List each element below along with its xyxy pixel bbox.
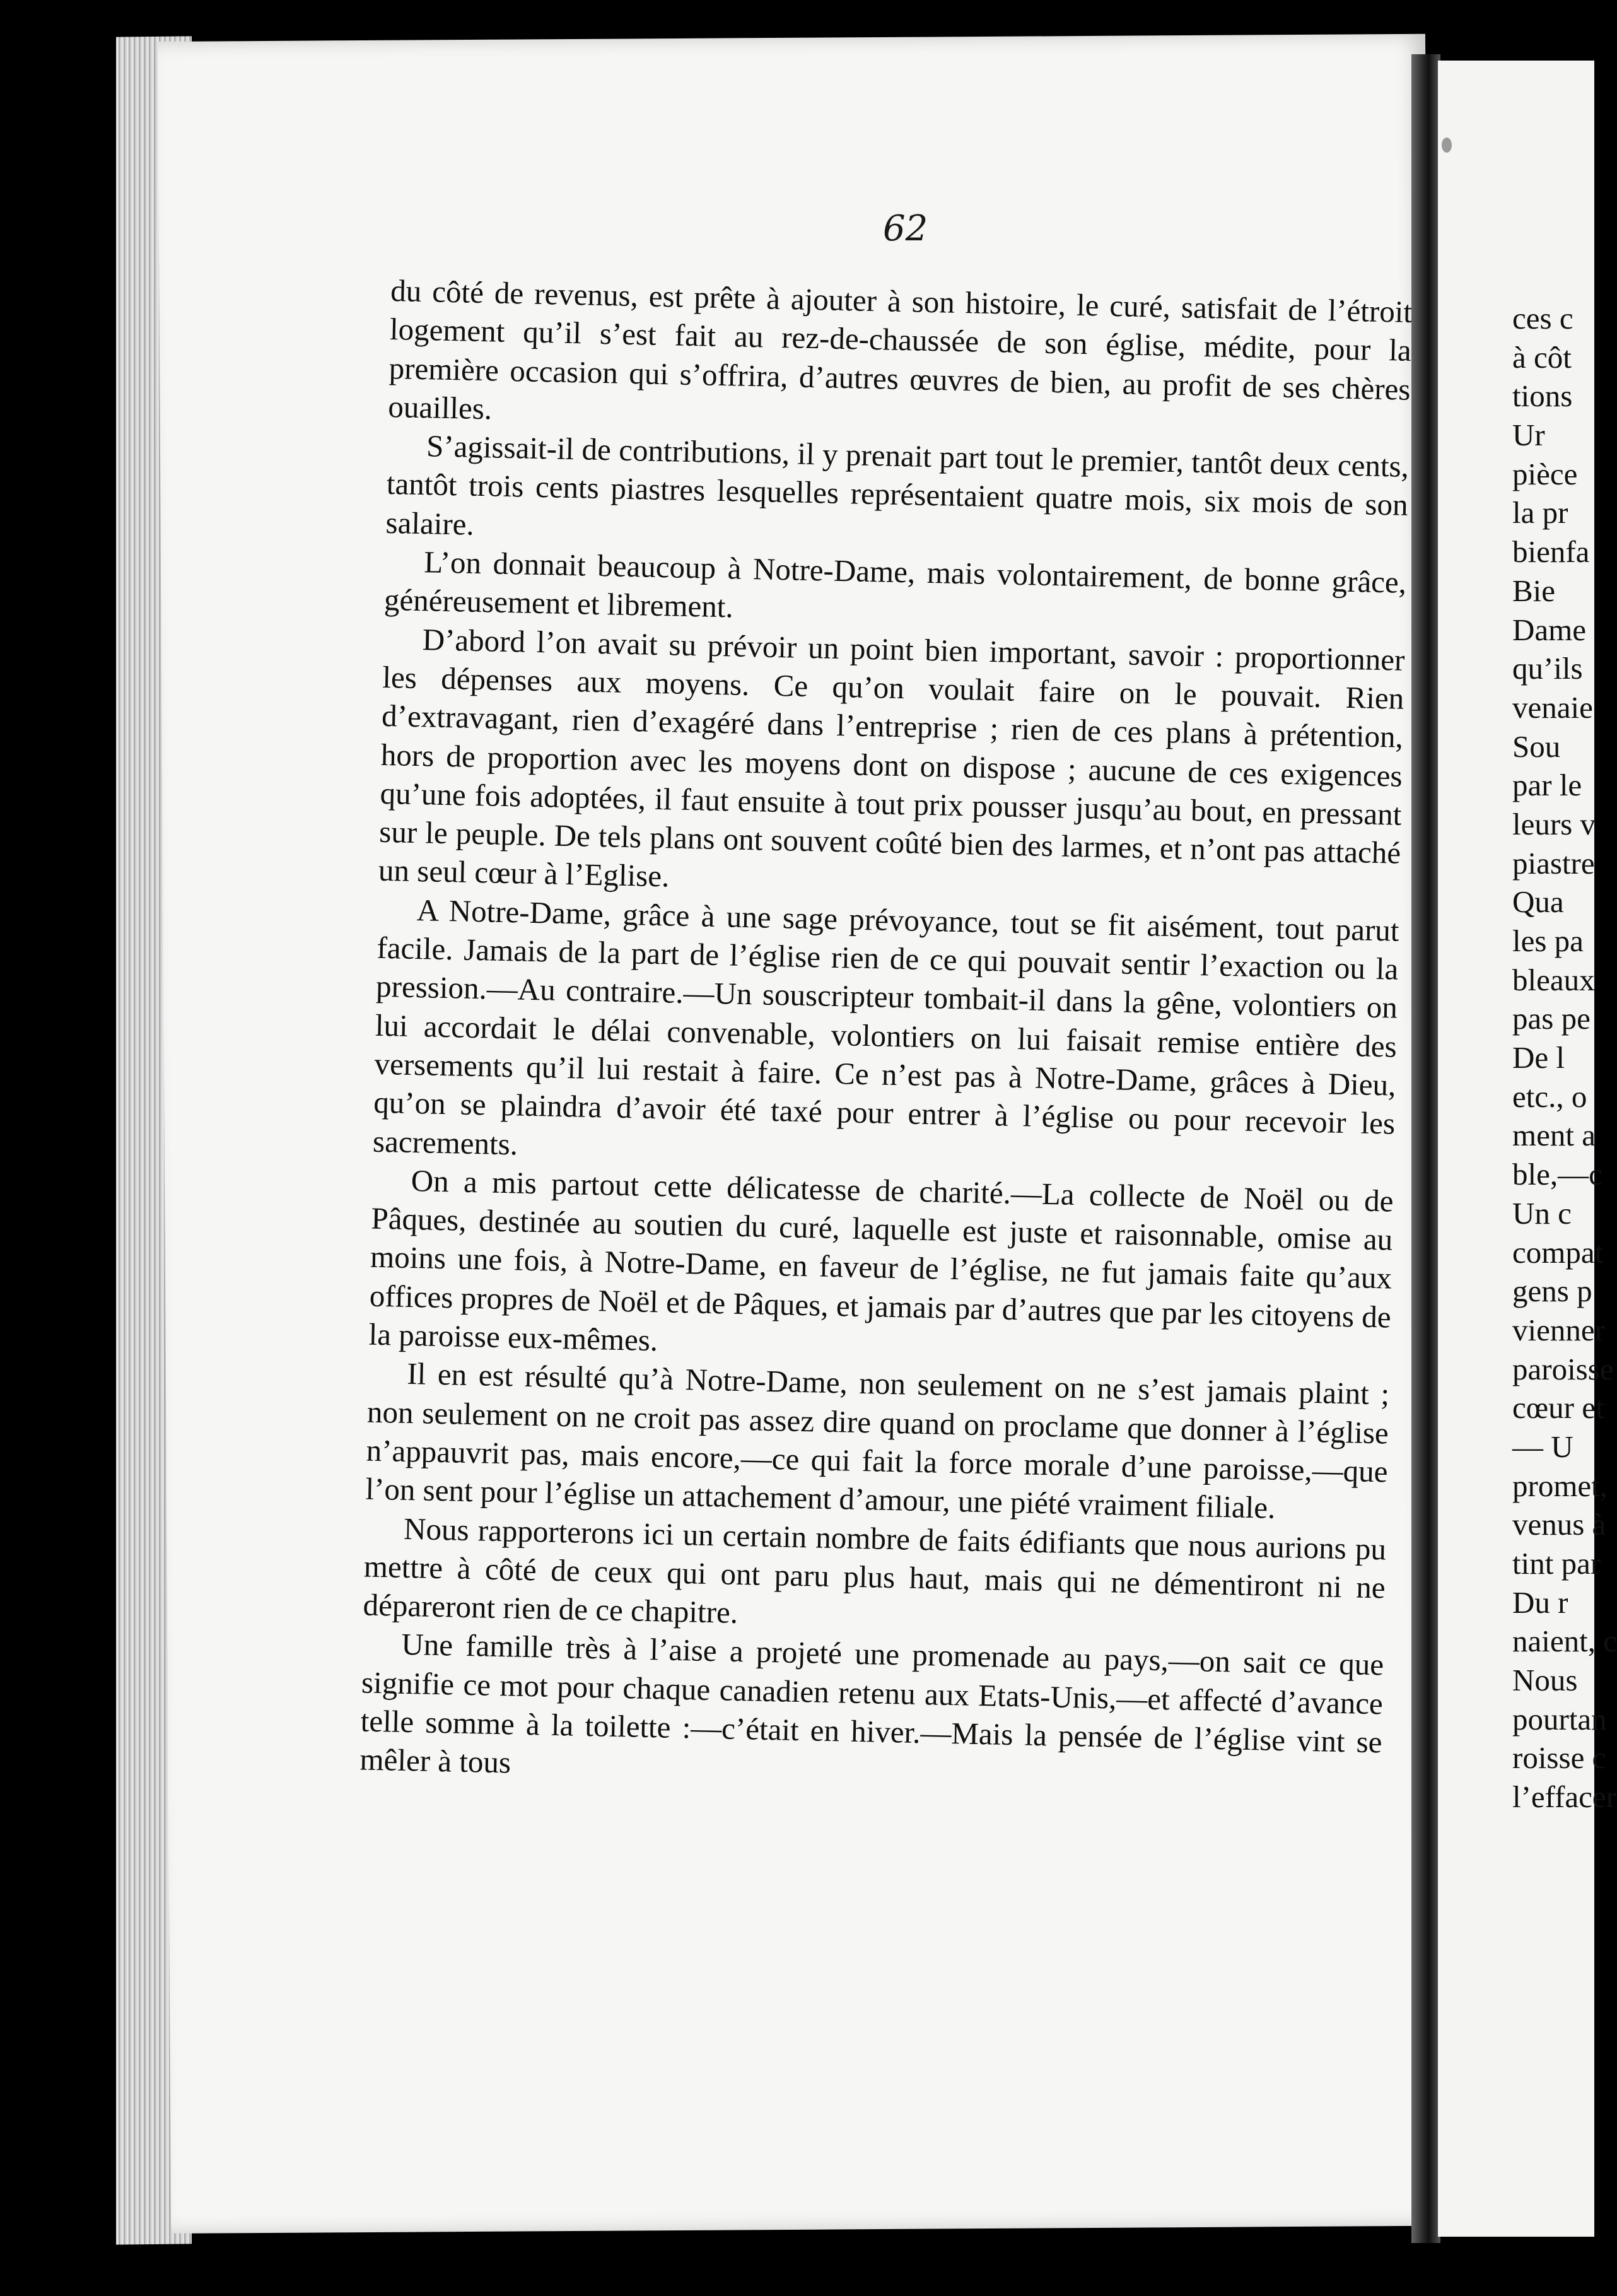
paragraph: L’on donnait beaucoup à Notre-Dame, mais volontairement, de bonne grâce, généreusement et librement.: [383, 544, 1407, 624]
right-page-line: ble,—c: [1512, 1157, 1602, 1192]
paragraph: du côté de revenus, est prête à ajouter à son histoire, le curé, satisfait de l’étroit logement qu’il s’est fait au rez-de-chaussée de son église, médite, pour la première occasion qui s’offrira, d’autres œuvres de bien, au profit de ses chères ouailles.: [387, 272, 1413, 426]
right-page-line: Nous: [1512, 1663, 1578, 1698]
left-page-body: [359, 271, 1413, 1800]
right-page-line: leurs v: [1512, 806, 1596, 841]
right-page-line: piastre: [1512, 845, 1595, 881]
right-page-line: etc., o: [1512, 1079, 1587, 1114]
paragraph: D’abord l’on avait su prévoir un point bien important, savoir : proportionner les dépenses aux moyens. Ce qu’on voulait faire on le pouvait. Rien d’extravagant, rien d’exagéré dans l’entreprise ; rien de ces plans à prétention, hors de proportion avec les moyens dont on dispose ; aucune de ces exigences qu’une fois adoptées, il faut ensuite à tout prix pousser jusqu’au bout, en pressant sur le peuple. De tels plans ont souvent coûté bien des larmes, et n’ont pas attaché un seul cœur à l’Eglise.: [378, 621, 1406, 894]
right-page-line: pas pe: [1512, 1001, 1591, 1036]
right-page-line: paroisse: [1512, 1351, 1614, 1386]
right-page-line: tint par: [1512, 1546, 1601, 1581]
right-page-line: Ur: [1512, 418, 1545, 453]
right-page-fragments: [1512, 299, 1617, 1817]
right-page-line: Du r: [1512, 1584, 1568, 1620]
paragraph: Une famille très à l’aise a projeté une promenade au pays,—on sait ce que signifie ce mot pour chaque canadien retenu aux Etats-Unis,—et affecté d’avance telle somme à la toilette :—c’était en hiver.—Mais la pensée de l’église vint se mêler à tous: [359, 1627, 1384, 1780]
right-page-line: bienfa: [1512, 534, 1590, 570]
paragraph: A Notre-Dame, grâce à une sage prévoyance, tout se fit aisément, tout parut facile. Jamais de la part de l’église rien de ce qui pouvait sentir l’exaction ou la pression.—Au contraire.—Un souscripteur tombait-il dans la gêne, volontiers on lui accordait le délai convenable, volontiers on lui faisait remise entière des versements qu’il lui restait à faire. Ce n’est pas à Notre-Dame, grâces à Dieu, qu’on se plaindra d’avoir été taxé pour entrer à l’église ou pour recevoir les sacrements.: [372, 892, 1400, 1162]
page-speck: [1442, 138, 1452, 153]
right-page-line: vienner: [1512, 1312, 1605, 1347]
right-page-line: pourtan: [1512, 1701, 1607, 1737]
right-page-line: Dame: [1512, 612, 1586, 647]
right-page-line: à côt: [1512, 339, 1572, 375]
paragraph: On a mis partout cette délicatesse de charité.—La collecte de Noël ou de Pâques, destinée au soutien du curé, laquelle est juste et raisonnable, omise au moins une fois, à Notre-Dame, en faveur de l’église, ne fut jamais faite qu’aux offices propres de Noël et de Pâques, et jamais par d’autres que par les citoyens de la paroisse eux-mêmes.: [368, 1163, 1394, 1358]
right-page-line: cœur et: [1512, 1390, 1604, 1426]
right-page-line: venus à: [1512, 1507, 1606, 1542]
right-page-line: bleaux: [1512, 962, 1595, 997]
right-page-line: par le: [1512, 768, 1582, 803]
right-page-line: l’effacer: [1512, 1779, 1616, 1815]
right-page-line: venaie: [1512, 689, 1593, 725]
right-page-line: Un c: [1512, 1195, 1572, 1231]
right-page-line: ment a: [1512, 1118, 1596, 1153]
right-page-line: Bie: [1512, 573, 1556, 608]
page-number: 62: [883, 208, 928, 249]
right-page-line: De l: [1512, 1040, 1565, 1075]
right-page-line: Qua: [1512, 884, 1564, 920]
right-page-line: roisse c: [1512, 1740, 1606, 1776]
right-page-line: la pr: [1512, 495, 1568, 530]
book-gutter: [1411, 54, 1440, 2243]
right-page-line: promet,: [1512, 1468, 1608, 1503]
right-page-line: tions: [1512, 378, 1573, 414]
right-page-line: compat: [1512, 1234, 1604, 1270]
right-page-line: naient, c: [1512, 1624, 1617, 1659]
right-page-line: pièce: [1512, 456, 1578, 491]
right-page-line: les pa: [1512, 923, 1584, 958]
right-page-line: Sou: [1512, 729, 1561, 764]
paragraph: S’agissait-il de contributions, il y prenait part tout le premier, tantôt deux cents, tantôt trois cents piastres lesquelles représentaient quatre mois, six mois de son salaire.: [385, 428, 1410, 542]
right-page-line: qu’ils: [1512, 651, 1583, 686]
paragraph: Nous rapporterons ici un certain nombre de faits édifiants que nous aurions pu mettre à côté de ceux qui ont paru plus haut, mais qui ne démentiront ni ne dépareront rien de ce chapitre.: [363, 1511, 1387, 1631]
right-page-line: — U: [1512, 1429, 1573, 1464]
paragraph: Il en est résulté qu’à Notre-Dame, non seulement on ne s’est jamais plaint ; non seulement on ne croit pas assez dire quand on proclame que donner à l’église n’appauvrit pas, mais encore,—ce qui fait la force morale d’une paroisse,—que l’on sent pour l’église un attachement d’amour, une piété vraiment filiale.: [365, 1356, 1390, 1525]
right-page-line: gens p: [1512, 1274, 1592, 1309]
right-page-line: ces c: [1512, 301, 1573, 336]
